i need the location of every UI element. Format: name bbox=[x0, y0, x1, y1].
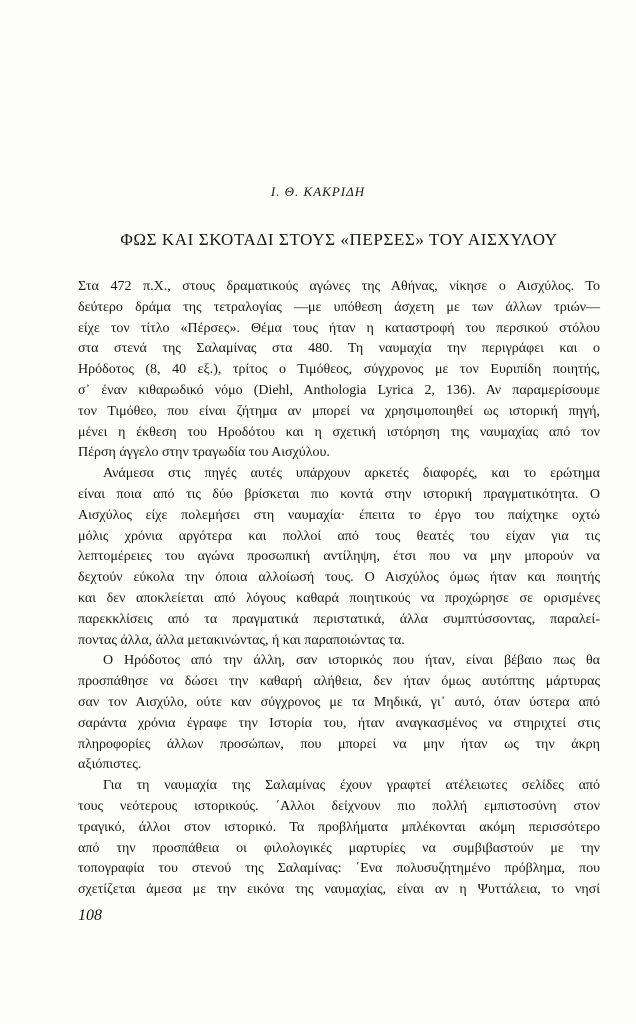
text-line: δεύτερο δράμα της τετραλογίας —με υπόθεση άσχετη με των άλλων τριών— bbox=[78, 299, 600, 315]
text-line: σαν τον Αισχύλο, ούτε καν σύγχρονος με τα Μηδικά, γι᾽ αυτό, όταν ύστερα από bbox=[78, 694, 600, 710]
text-line: Αισχύλος είχε πολεμήσει στη ναυμαχία· έπειτα το έργο του παίχτηκε οχτώ bbox=[78, 507, 600, 523]
text-line: είχε τον τίτλο «Πέρσες». Θέμα τους ήταν η καταστροφή του περσικού στόλου bbox=[78, 320, 600, 336]
article-body bbox=[78, 277, 600, 901]
text-line: λεπτομέρειες του αγώνα προσωπική αντίληψη, έτσι που να μην μπορούν να bbox=[78, 549, 600, 565]
text-line: είναι ποια από τις δύο βρίσκεται πιο κοντά στην ιστορική πραγματικότητα. Ο bbox=[78, 486, 600, 502]
text-line: Για τη ναυμαχία της Σαλαμίνας έχουν γραφτεί ατέλειωτες σελίδες από bbox=[103, 778, 600, 794]
paragraph bbox=[78, 464, 600, 651]
text-line: αξιόπιστες. bbox=[78, 757, 142, 773]
text-line: Ανάμεσα στις πηγές αυτές υπάρχουν αρκετές διαφορές, και το ερώτημα bbox=[103, 466, 600, 482]
text-line: Στα 472 π.Χ., στους δραματικούς αγώνες της Αθήνας, νίκησε ο Αισχύλος. Το bbox=[78, 279, 600, 294]
text-line: τοπογραφία του στενού της Σαλαμίνας: ΄Ενα πολυσυζητημένο πρόβλημα, που bbox=[78, 861, 600, 877]
text-line: σαράντα χρόνια έγραφε την Ιστορία του, ήταν αναγκασμένος να στηριχτεί στις bbox=[78, 715, 600, 731]
text-line: τραγικό, άλλοι στον ιστορικό. Τα προβλήματα μπλέκονται ακόμη περισσότερο bbox=[78, 819, 600, 835]
text-line: μόλις χρόνια αργότερα και πολλοί από τους θεατές του είχαν για τις bbox=[78, 528, 600, 544]
text-line: Ηρόδοτος (8, 40 εξ.), τρίτος ο Τιμόθεος, σύγχρονος με τον Ευριπίδη ποιητής, bbox=[78, 362, 600, 378]
text-line: Ο Ηρόδοτος από την άλλη, σαν ιστορικός που ήταν, είναι βέβαιο πως θα bbox=[103, 653, 600, 669]
paragraph bbox=[78, 776, 600, 901]
text-line: τους νεότερους ιστορικούς. ΄Αλλοι δείχνουν πιο πολλή εμπιστοσύνη στον bbox=[78, 798, 600, 814]
text-line: στα στενά της Σαλαμίνας στα 480. Τη ναυμαχία την περιγράφει και ο bbox=[78, 341, 600, 357]
text-line: σ᾽ έναν κιθαρωδικό νόμο (Diehl, Anthologia Lyrica 2, 136). Αν παραμερίσουμε bbox=[78, 382, 600, 398]
page-number: 108 bbox=[78, 907, 102, 924]
author-name: Ι. Θ. ΚΑΚΡΙΔΗ bbox=[270, 184, 366, 199]
text-line: ποντας άλλα, άλλα μετακινώντας, ή και παραποιώντας τα. bbox=[78, 632, 405, 648]
text-line: τον Τιμόθεο, που είναι ζήτημα αν μπορεί να χρησιμοποιηθεί ως ιστορική πηγή, bbox=[78, 403, 600, 419]
article-title: ΦΩΣ ΚΑΙ ΣΚΟΤΑΔΙ ΣΤΟΥΣ «ΠΕΡΣΕΣ» ΤΟΥ ΑΙΣΧΥΛΟΥ bbox=[120, 230, 558, 249]
text-line: και δεν αποκλείεται από λόγους καθαρά ποιητικούς να προχώρησε σε ορισμένες bbox=[78, 590, 600, 606]
text-line: από την προσπάθεια οι φιλολογικές μαρτυρίες να συμβιβαστούν με την bbox=[78, 840, 600, 856]
text-line: Πέρση άγγελο στην τραγωδία του Αισχύλου. bbox=[78, 445, 330, 461]
text-line: μένει η έκθεση του Ηροδότου και η σχετική ιστόρηση της ναυμαχίας από τον bbox=[78, 424, 600, 440]
text-line: πληροφορίες άλλων προσώπων, που μπορεί να μην ήταν ως την άκρη bbox=[78, 736, 600, 752]
text-line: δεχτούν εύκολα την όποια αλλοίωσή τους. Ο Αισχύλος όμως ήταν και ποιητής bbox=[78, 570, 600, 586]
text-line: παρεκκλίσεις από τα πραγματικά περιστατικά, άλλα συμπτύσσοντας, παραλεί- bbox=[78, 611, 600, 627]
text-line: σχετίζεται άμεσα με την εικόνα της ναυμαχίας, είναι αν η Ψυττάλεια, το νησί bbox=[78, 882, 600, 898]
text-line: προσπάθησε να δώσει την καθαρή αλήθεια, δεν ήταν όμως αυτόπτης μάρτυρας bbox=[78, 674, 600, 690]
paragraph bbox=[78, 277, 600, 464]
paragraph bbox=[78, 651, 600, 776]
